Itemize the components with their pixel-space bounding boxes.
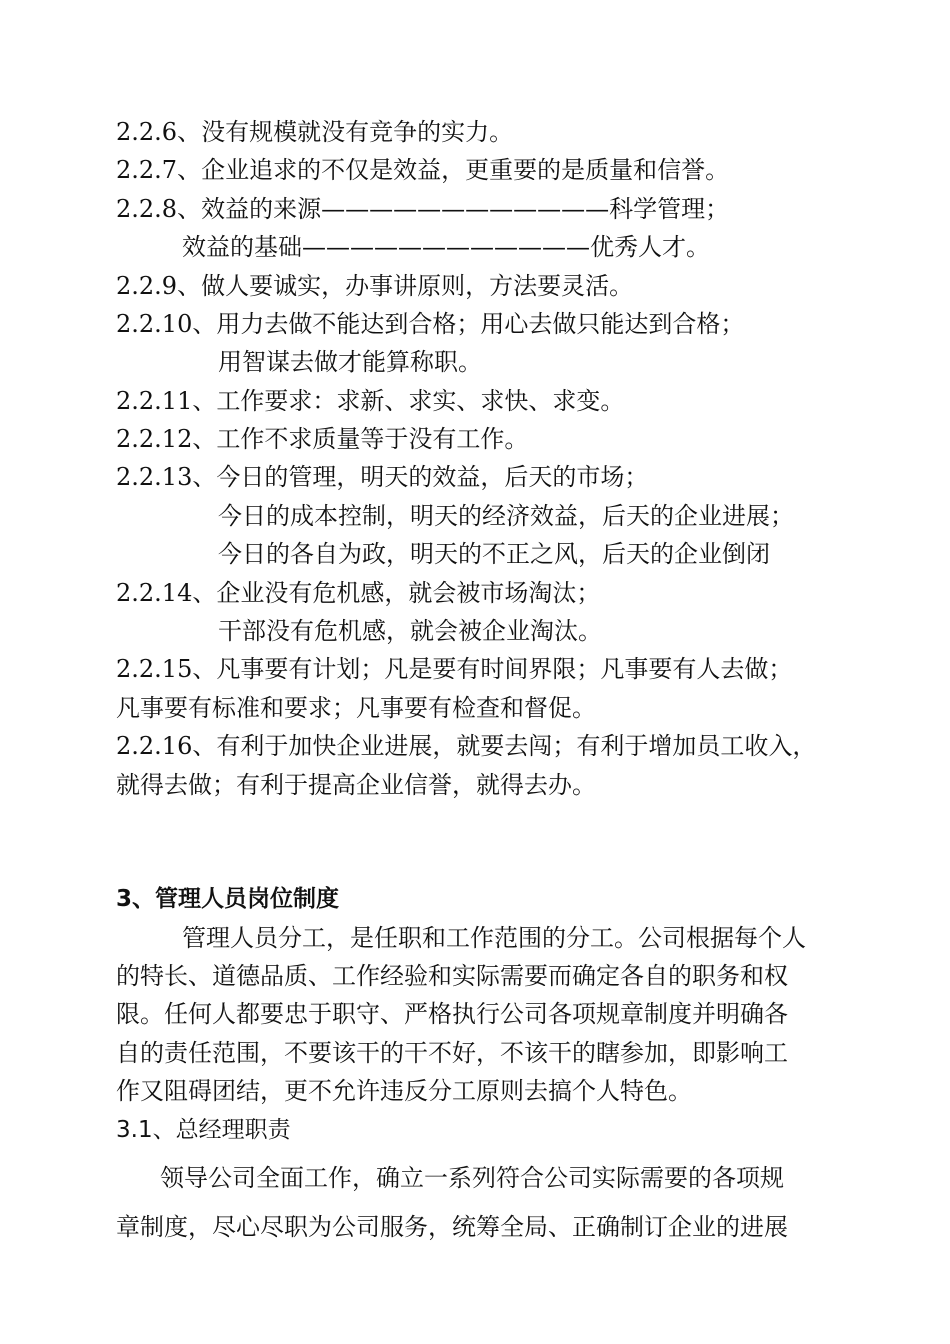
list-item-continuation: 效益的基础————————————优秀人才。 — [182, 233, 710, 261]
list-item: 2.2.13、今日的管理，明天的效益，后天的市场； — [116, 463, 649, 491]
list-item: 2.2.10、用力去做不能达到合格；用心去做只能达到合格； — [116, 310, 745, 338]
list-item: 2.2.12、工作不求质量等于没有工作。 — [116, 425, 529, 453]
subsection-heading: 3.1、总经理职责 — [116, 1117, 291, 1143]
list-item: 2.2.9、做人要诚实，办事讲原则，方法要灵活。 — [116, 272, 634, 300]
list-item-continuation: 今日的成本控制，明天的经济效益，后天的企业进展； — [218, 502, 794, 530]
list-item: 2.2.15、凡事要有计划；凡是要有时间界限；凡事要有人去做； — [116, 655, 793, 683]
list-item: 2.2.14、企业没有危机感，就会被市场淘汰； — [116, 579, 601, 607]
list-item: 2.2.6、没有规模就没有竞争的实力。 — [116, 118, 514, 146]
paragraph-line: 的特长、道德品质、工作经验和实际需要而确定各自的职务和权 — [116, 962, 788, 990]
list-item-continuation: 今日的各自为政，明天的不正之风，后天的企业倒闭 — [218, 540, 770, 568]
list-item-continuation: 就得去做；有利于提高企业信誉，就得去办。 — [116, 771, 596, 799]
list-item: 2.2.7、企业追求的不仅是效益，更重要的是质量和信誉。 — [116, 156, 730, 184]
list-item: 2.2.16、有利于加快企业进展，就要去闯；有利于增加员工收入， — [116, 732, 817, 760]
list-item-continuation: 用智谋去做才能算称职。 — [218, 348, 482, 376]
paragraph-line: 章制度，尽心尽职为公司服务，统筹全局、正确制订企业的进展 — [116, 1213, 788, 1241]
list-item-continuation: 凡事要有标准和要求；凡事要有检查和督促。 — [116, 694, 596, 722]
list-item: 2.2.8、效益的来源————————————科学管理； — [116, 195, 730, 223]
paragraph-line: 作又阻碍团结，更不允许违反分工原则去搞个人特色。 — [116, 1077, 692, 1105]
paragraph-line: 自的责任范围，不要该干的干不好，不该干的瞎参加，即影响工 — [116, 1039, 788, 1067]
paragraph-line: 管理人员分工，是任职和工作范围的分工。公司根据每个人 — [182, 924, 806, 952]
paragraph-line: 领导公司全面工作，确立一系列符合公司实际需要的各项规 — [160, 1164, 784, 1192]
section-heading: 3、管理人员岗位制度 — [116, 886, 340, 912]
list-item: 2.2.11、工作要求：求新、求实、求快、求变。 — [116, 387, 625, 415]
paragraph-line: 限。任何人都要忠于职守、严格执行公司各项规章制度并明确各 — [116, 1000, 788, 1028]
list-item-continuation: 干部没有危机感，就会被企业淘汰。 — [218, 617, 602, 645]
